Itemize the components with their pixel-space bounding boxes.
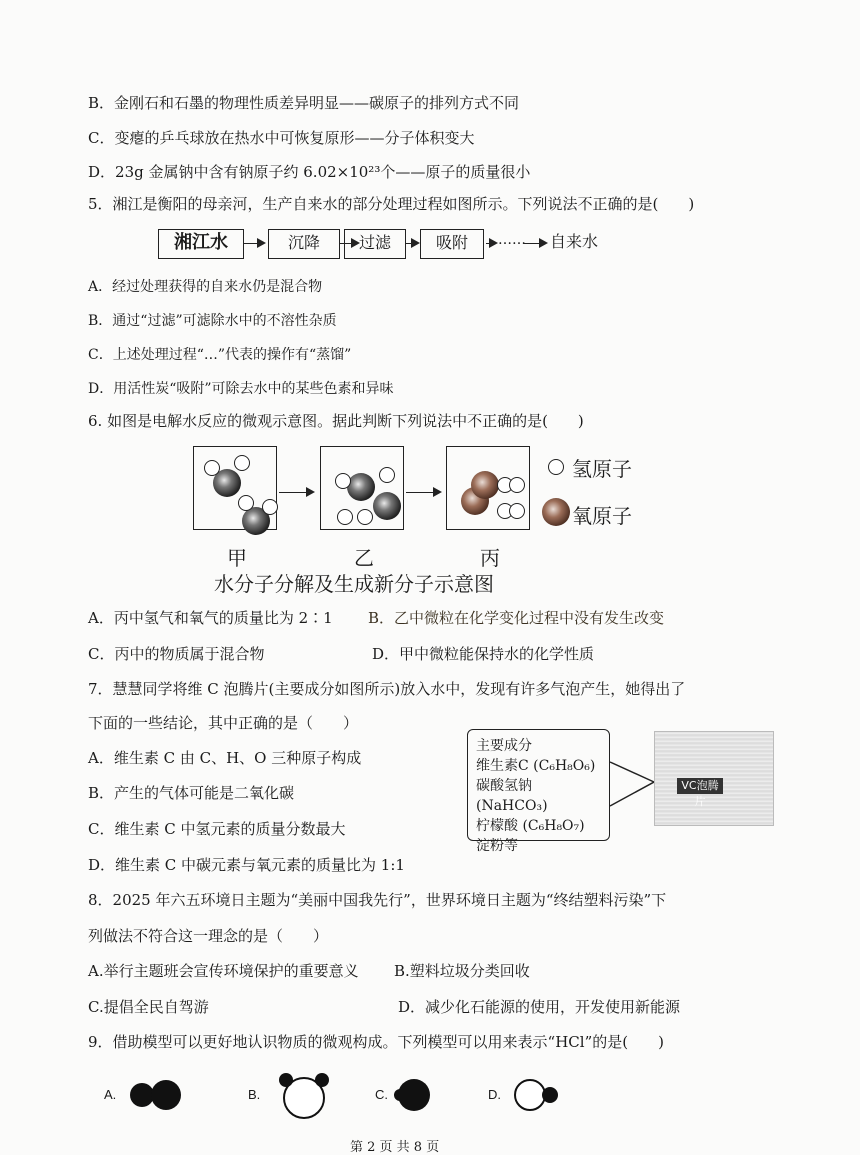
hydrogen-atom-icon [204, 460, 220, 476]
callout-pointer-icon [608, 760, 658, 810]
flow-step-settle: 沉降 [268, 229, 340, 259]
flow-ellipsis: …… [498, 232, 526, 248]
model-a-icon [128, 1080, 188, 1112]
q8-stem-line1: 8．2025 年六五环境日主题为“美丽中国我先行”，世界环境日主题为“终结塑料污染”下 [88, 891, 667, 909]
flow-step-tapwater: 自来水 [550, 232, 599, 251]
hydrogen-atom-icon [509, 477, 525, 493]
q6-option-c: C．丙中的物质属于混合物 [88, 645, 265, 663]
model-c-icon [390, 1076, 438, 1114]
panel-label-jia: 甲 [227, 546, 247, 570]
q8-option-d: D．减少化石能源的使用，开发使用新能源 [398, 998, 681, 1016]
oxygen-atom-icon [347, 473, 375, 501]
oxygen-atom-icon [471, 471, 499, 499]
hydrogen-atom-icon [337, 509, 353, 525]
q7-option-a: A．维生素 C 由 C、H、O 三种原子构成 [88, 749, 362, 767]
q8-option-b: B.塑料垃圾分类回收 [394, 962, 530, 980]
flow-step-source: 湘江水 [158, 229, 244, 259]
hydrogen-atom-icon [357, 509, 373, 525]
hydrogen-atom-icon [379, 467, 395, 483]
product-label: VC泡腾片 [677, 778, 723, 794]
q6-option-b: B．乙中微粒在化学变化过程中没有发生改变 [368, 609, 665, 627]
panel-bing [446, 446, 530, 530]
q9-option-d-label: D. [488, 1087, 501, 1102]
q8-option-c: C.提倡全民自驾游 [88, 998, 209, 1016]
q6-option-a: A．丙中氢气和氧气的质量比为 2∶1 [88, 609, 333, 627]
q7-option-b: B．产生的气体可能是二氧化碳 [88, 784, 295, 802]
q7-option-d: D．维生素 C 中碳元素与氧元素的质量比为 1:1 [88, 856, 405, 874]
legend-hydrogen-icon [548, 459, 564, 475]
q7-option-c: C．维生素 C 中氢元素的质量分数最大 [88, 820, 346, 838]
flow-arrow-icon [406, 243, 418, 244]
q9-option-b-label: B. [248, 1087, 261, 1102]
q4-option-b: B．金刚石和石墨的物理性质差异明显——碳原子的排列方式不同 [88, 94, 520, 112]
hydrogen-atom-icon [509, 503, 525, 519]
panel-jia [193, 446, 277, 530]
q9-option-a-label: A. [104, 1087, 117, 1102]
q5-option-b: B．通过“过滤”可滤除水中的不溶性杂质 [88, 313, 337, 329]
q9-stem: 9．借助模型可以更好地认识物质的微观构成。下列模型可以用来表示“HCl”的是( ) [88, 1033, 664, 1051]
q4-option-c: C．变瘪的乒乓球放在热水中可恢复原形——分子体积变大 [88, 129, 475, 147]
oxygen-atom-icon [373, 492, 401, 520]
q8-option-a: A.举行主题班会宣传环境保护的重要意义 [88, 962, 359, 980]
flow-arrow-icon [524, 243, 546, 244]
flow-arrow-icon [244, 243, 264, 244]
q7-stem-line1: 7．慧慧同学将维 C 泡腾片(主要成分如图所示)放入水中，发现有许多气泡产生，她得出了 [88, 680, 686, 698]
q9-option-c-label: C. [375, 1087, 388, 1102]
q6-option-d: D．甲中微粒能保持水的化学性质 [372, 645, 595, 663]
q6-stem: 6. 如图是电解水反应的微观示意图。据此判断下列说法中不正确的是( ) [88, 412, 584, 430]
effervescent-tablet-photo [654, 731, 774, 826]
panel-label-yi: 乙 [354, 546, 374, 570]
legend-oxygen-label: 氧原子 [572, 504, 632, 528]
q5-option-a: A．经过处理获得的自来水仍是混合物 [88, 279, 323, 295]
q5-option-d: D．用活性炭“吸附”可除去水中的某些色素和异味 [88, 381, 394, 397]
hydrogen-atom-icon [262, 499, 278, 515]
ingredients-callout [467, 729, 610, 854]
reaction-arrow-icon [406, 492, 440, 493]
model-b-icon [274, 1070, 336, 1120]
q7-stem-line2: 下面的一些结论，其中正确的是（ ） [88, 714, 359, 732]
hydrogen-atom-icon [234, 455, 250, 471]
hydrogen-atom-icon [335, 473, 351, 489]
flow-arrow-icon [486, 243, 496, 244]
q4-option-d: D．23g 金属钠中含有钠原子约 6.02×10²³个——原子的质量很小 [88, 163, 531, 181]
flow-step-adsorb: 吸附 [420, 229, 484, 259]
q5-option-c: C．上述处理过程“…”代表的操作有“蒸馏” [88, 347, 352, 363]
panel-yi [320, 446, 404, 530]
reaction-arrow-icon [279, 492, 313, 493]
ingredient-item: 柠檬酸 (C₆H₈O₇) [476, 818, 585, 834]
ingredients-title: 主要成分 [476, 738, 532, 754]
q5-stem: 5．湘江是衡阳的母亲河，生产自来水的部分处理过程如图所示。下列说法不正确的是( ) [88, 195, 695, 213]
diagram-caption: 水分子分解及生成新分子示意图 [214, 572, 494, 596]
q8-stem-line2: 列做法不符合这一理念的是（ ） [88, 927, 329, 945]
flow-step-filter: 过滤 [344, 229, 406, 259]
page-footer: 第 2 页 共 8 页 [350, 1140, 440, 1155]
ingredient-item: 维生素C (C₆H₈O₆) [476, 758, 596, 774]
legend-oxygen-icon [542, 498, 570, 526]
panel-label-bing: 丙 [480, 546, 500, 570]
legend-hydrogen-label: 氢原子 [572, 457, 632, 481]
ingredient-item: 淀粉等 [476, 838, 518, 854]
hydrogen-atom-icon [238, 495, 254, 511]
ingredient-item: 碳酸氢钠 (NaHCO₃) [476, 778, 548, 814]
model-d-icon [508, 1076, 564, 1114]
